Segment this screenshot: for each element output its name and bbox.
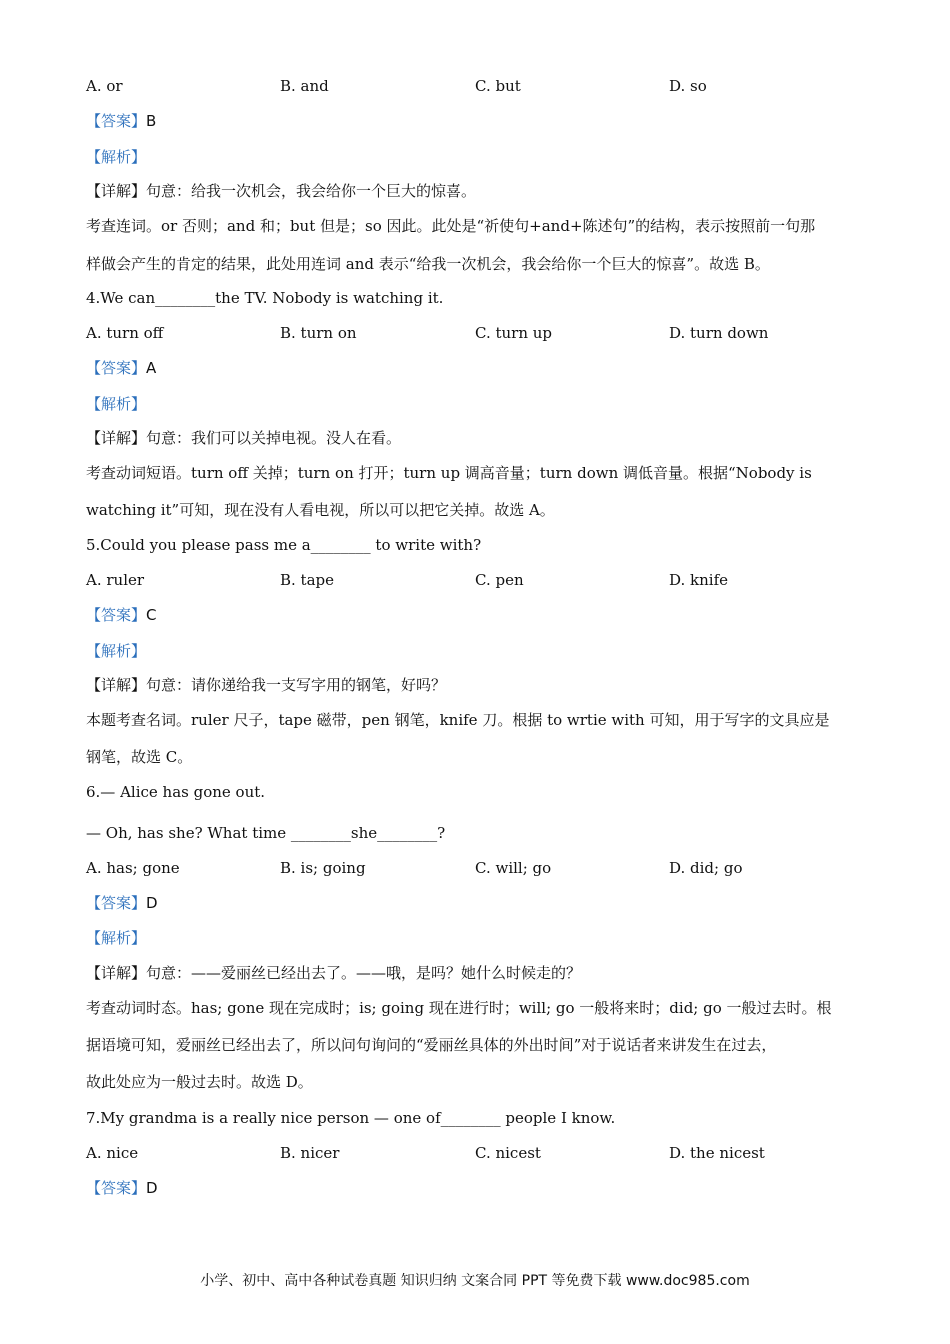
option-c: C. pen xyxy=(475,571,524,589)
q3-options xyxy=(86,76,886,96)
option-c: C. but xyxy=(475,77,521,95)
q6-explain-2: 据语境可知，爱丽丝已经出去了，所以问句询问的“爱丽丝具体的外出时间”对于说话者来讲发生在过去， xyxy=(86,1036,777,1054)
detail-text: 句意：我们可以关掉电视。没人在看。 xyxy=(146,429,402,447)
option-a: A. nice xyxy=(86,1144,139,1162)
answer-label: 【答案】 xyxy=(86,606,147,624)
q5-options xyxy=(86,570,886,590)
option-d: D. the nicest xyxy=(669,1144,765,1162)
detail-label: 【详解】 xyxy=(86,676,147,694)
detail-label: 【详解】 xyxy=(86,429,147,447)
answer-label: 【答案】 xyxy=(86,359,147,377)
answer-value: C xyxy=(146,606,157,624)
option-b: B. turn on xyxy=(280,324,357,342)
option-a: A. turn off xyxy=(86,324,164,342)
option-d: D. did; go xyxy=(669,859,743,877)
option-c: C. nicest xyxy=(475,1144,541,1162)
option-a: A. has; gone xyxy=(86,859,180,877)
q3-answer xyxy=(86,111,156,131)
q6-analysis-label: 【解析】 xyxy=(86,929,147,947)
answer-label: 【答案】 xyxy=(86,894,147,912)
q6-question-1: 6.— Alice has gone out. xyxy=(86,783,266,801)
option-d: D. turn down xyxy=(669,324,769,342)
option-a: A. or xyxy=(86,77,123,95)
q4-explain-2: watching it”可知，现在没有人看电视，所以可以把它关掉。故选 A。 xyxy=(86,501,555,519)
answer-label: 【答案】 xyxy=(86,1179,147,1197)
detail-text: 句意：——爱丽丝已经出去了。——哦，是吗？她什么时候走的？ xyxy=(146,964,582,982)
q3-explain-2: 样做会产生的肯定的结果，此处用连词 and 表示“给我一次机会，我会给你一个巨大的惊喜”。故选 B。 xyxy=(86,255,770,273)
q3-explain-1: 考查连词。or 否则；and 和；but 但是；so 因此。此处是“祈使句+and+陈述句”的结构，表示按照前一句那 xyxy=(86,217,816,235)
option-c: C. will; go xyxy=(475,859,552,877)
q6-question-2: — Oh, has she? What time ________she________? xyxy=(86,824,446,842)
option-b: B. tape xyxy=(280,571,335,589)
answer-value: B xyxy=(146,112,157,130)
q4-detail xyxy=(86,428,401,448)
q7-answer xyxy=(86,1178,158,1198)
detail-label: 【详解】 xyxy=(86,182,147,200)
q4-question: 4.We can________the TV. Nobody is watching it. xyxy=(86,289,444,307)
option-b: B. nicer xyxy=(280,1144,340,1162)
q4-explain-1: 考查动词短语。turn off 关掉；turn on 打开；turn up 调高音量；turn down 调低音量。根据“Nobody is xyxy=(86,464,812,482)
q7-options xyxy=(86,1143,886,1163)
q5-detail xyxy=(86,675,446,695)
detail-text: 句意：给我一次机会，我会给你一个巨大的惊喜。 xyxy=(146,182,477,200)
option-a: A. ruler xyxy=(86,571,145,589)
q6-explain-1: 考查动词时态。has; gone 现在完成时；is; going 现在进行时；will; go 一般将来时；did; go 一般过去时。根 xyxy=(86,999,832,1017)
q7-question: 7.My grandma is a really nice person — one of________ people I know. xyxy=(86,1109,616,1127)
answer-value: D xyxy=(146,1179,158,1197)
option-b: B. and xyxy=(280,77,329,95)
q5-explain-2: 钢笔，故选 C。 xyxy=(86,748,193,766)
q3-analysis-label: 【解析】 xyxy=(86,148,147,166)
q4-options xyxy=(86,323,886,343)
q5-question: 5.Could you please pass me a________ to write with? xyxy=(86,536,482,554)
q5-answer xyxy=(86,605,157,625)
q6-detail xyxy=(86,963,581,983)
option-d: D. so xyxy=(669,77,707,95)
q6-explain-3: 故此处应为一般过去时。故选 D。 xyxy=(86,1073,313,1091)
option-c: C. turn up xyxy=(475,324,553,342)
q4-answer xyxy=(86,358,156,378)
detail-text: 句意：请你递给我一支写字用的钢笔，好吗？ xyxy=(146,676,447,694)
page-footer: 小学、初中、高中各种试卷真题 知识归纳 文案合同 PPT 等免费下载 www.doc985.com xyxy=(200,1273,750,1289)
q4-analysis-label: 【解析】 xyxy=(86,395,147,413)
q6-answer xyxy=(86,893,158,913)
option-d: D. knife xyxy=(669,571,729,589)
q6-options xyxy=(86,858,886,878)
answer-value: D xyxy=(146,894,158,912)
detail-label: 【详解】 xyxy=(86,964,147,982)
answer-value: A xyxy=(146,359,157,377)
q3-detail xyxy=(86,181,476,201)
q5-analysis-label: 【解析】 xyxy=(86,642,147,660)
answer-label: 【答案】 xyxy=(86,112,147,130)
option-b: B. is; going xyxy=(280,859,366,877)
q5-explain-1: 本题考查名词。ruler 尺子，tape 磁带，pen 钢笔，knife 刀。根据 to wrtie with 可知，用于写字的文具应是 xyxy=(86,711,830,729)
